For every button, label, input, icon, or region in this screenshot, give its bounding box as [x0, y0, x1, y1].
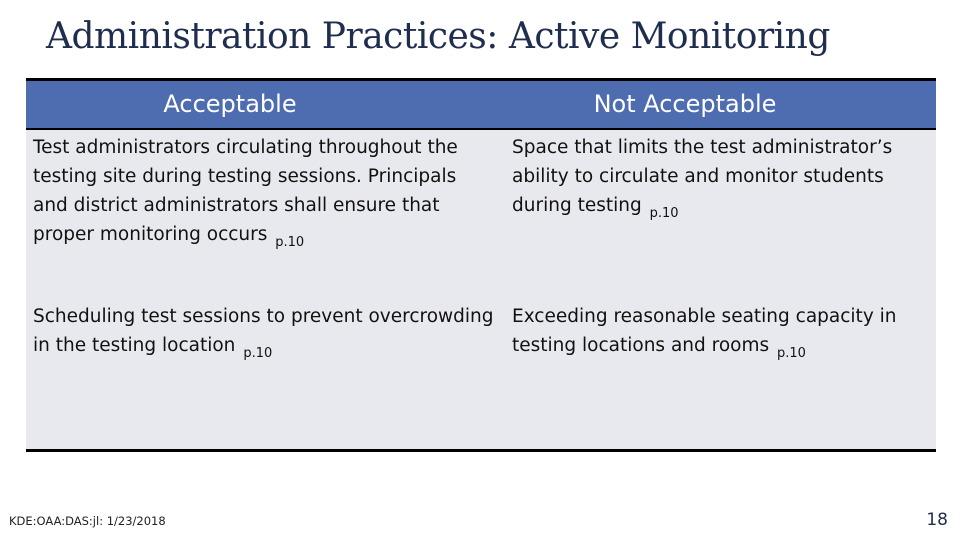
not-acceptable-cell: [504, 302, 936, 402]
table-row: [26, 302, 936, 402]
slide-title: Administration Practices: Active Monitoring: [46, 16, 830, 57]
cell-text: Exceeding reasonable seating capacity in testing locations and rooms: [512, 306, 897, 356]
page-reference: p.10: [243, 346, 273, 361]
footer-label: KDE:OAA:DAS:jl: 1/23/2018: [9, 514, 166, 528]
cell-text: Test administrators circulating throughout the testing site during testing sessions. Principals and district administrators shall ensure that proper monitoring occurs: [33, 137, 458, 245]
table-header-row: [26, 81, 936, 130]
table-body: [26, 130, 936, 402]
page-reference: p.10: [649, 206, 679, 221]
acceptable-cell: [26, 302, 504, 402]
cell-text: Scheduling test sessions to prevent overcrowding in the testing location: [33, 306, 494, 356]
page-reference: p.10: [777, 346, 806, 361]
cell-text: Space that limits the test administrator’s ability to circulate and monitor students during testing: [512, 137, 893, 216]
practices-table: [26, 78, 936, 452]
acceptable-cell: [26, 133, 504, 302]
header-acceptable: Acceptable: [163, 90, 297, 118]
not-acceptable-cell: [504, 133, 936, 302]
header-not-acceptable: Not Acceptable: [593, 90, 777, 118]
page-reference: p.10: [275, 235, 305, 250]
table-row: [26, 130, 936, 302]
page-number: 18: [926, 510, 948, 530]
